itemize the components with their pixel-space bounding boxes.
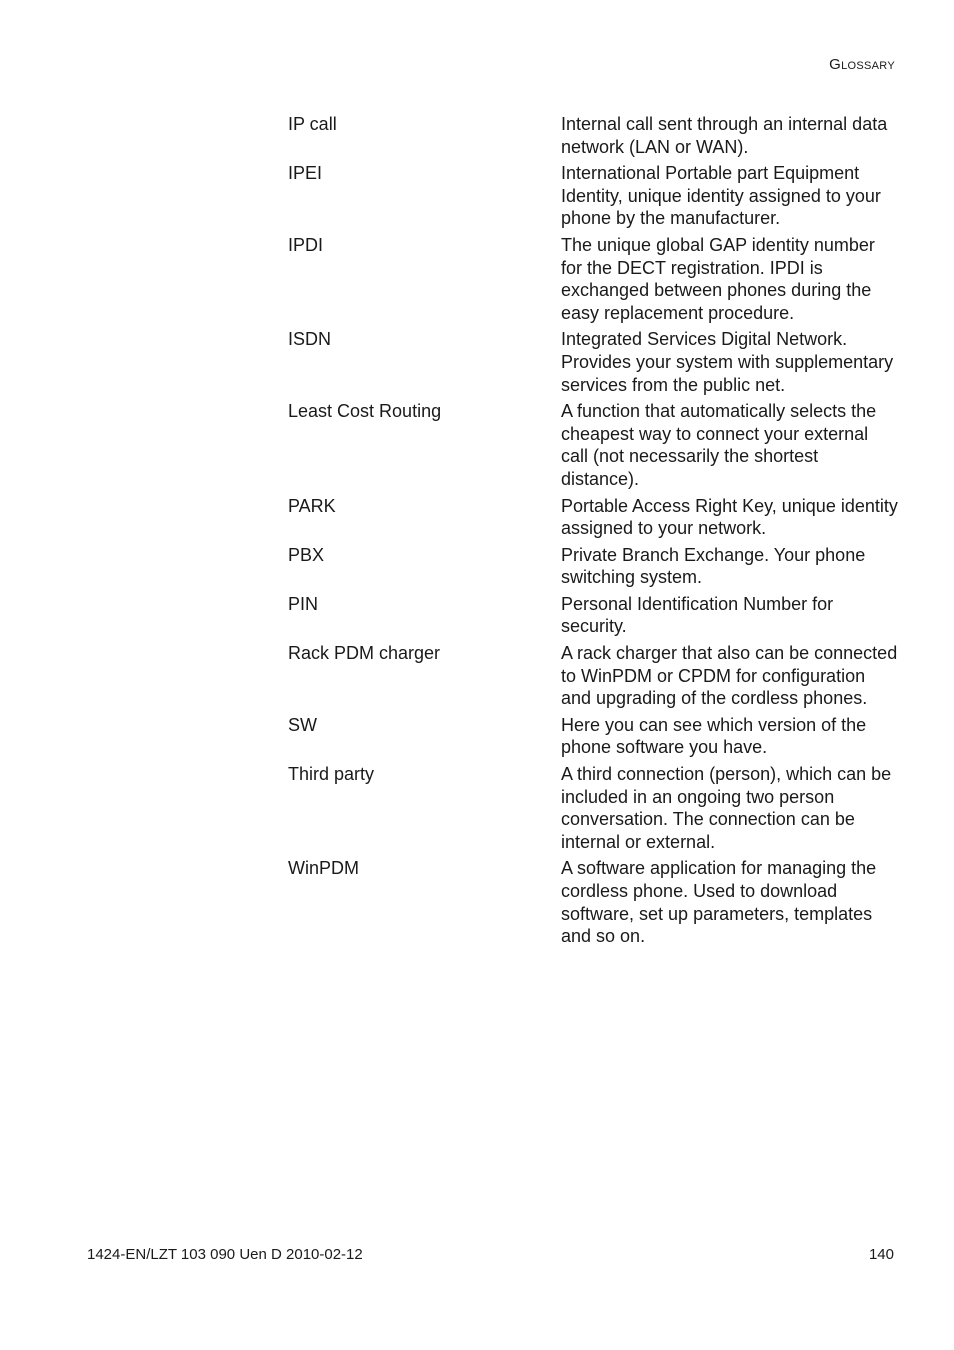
glossary-term: ISDN	[288, 329, 332, 350]
glossary-definition: The unique global GAP identity number for the DECT registration. IPDI is exchanged between phones during the easy replacement procedure.	[561, 234, 875, 323]
glossary-term: Least Cost Routing	[288, 401, 442, 422]
glossary-term: IP call	[288, 114, 337, 134]
glossary-entry	[288, 714, 898, 759]
section-title: Glossary	[829, 56, 895, 73]
glossary-term: Rack PDM charger	[288, 643, 441, 664]
glossary-definition: Integrated Services Digital Network. Provides your system with supplementary services from the public net.	[561, 329, 894, 395]
glossary-definition: A third connection (person), which can be included in an ongoing two person conversation. The connection can be internal or external.	[561, 764, 892, 852]
glossary-entry	[288, 642, 898, 710]
glossary-definition: Internal call sent through an internal data network (LAN or WAN).	[561, 114, 888, 157]
glossary-term: PIN	[288, 593, 319, 614]
glossary-term: Third party	[288, 764, 375, 785]
glossary-term: PARK	[288, 495, 336, 516]
glossary-term: IPDI	[288, 234, 324, 255]
glossary-term: SW	[288, 714, 317, 735]
page-number: 140	[868, 1246, 894, 1263]
glossary-entry	[288, 544, 898, 589]
glossary-entry	[288, 857, 898, 947]
glossary-entry	[288, 328, 898, 396]
glossary-entry	[288, 400, 898, 490]
glossary-entry	[288, 113, 898, 158]
glossary-entry	[288, 593, 898, 638]
glossary-entry	[288, 234, 898, 324]
glossary-definition: A rack charger that also can be connected to WinPDM or CPDM for configuration and upgrading of the cordless phones.	[561, 643, 898, 709]
glossary-definition: Personal Identification Number for security.	[561, 593, 834, 637]
glossary-definition: A software application for managing the cordless phone. Used to download software, set up parameters, templates and so on.	[561, 858, 877, 947]
document-id: 1424-EN/LZT 103 090 Uen D 2010-02-12	[87, 1246, 363, 1263]
glossary-entry	[288, 162, 898, 230]
glossary-definition: Here you can see which version of the phone software you have.	[561, 714, 867, 758]
glossary-list	[288, 113, 898, 952]
glossary-entry	[288, 495, 898, 540]
glossary-definition: Portable Access Right Key, unique identity assigned to your network.	[561, 495, 898, 539]
glossary-term: WinPDM	[288, 858, 359, 879]
glossary-definition: A function that automatically selects the cheapest way to connect your external call (not necessarily the shortest distance).	[561, 401, 877, 489]
glossary-definition: International Portable part Equipment Identity, unique identity assigned to your phone by the manufacturer.	[561, 163, 881, 229]
glossary-term: PBX	[288, 544, 325, 565]
glossary-entry	[288, 763, 898, 853]
glossary-term: IPEI	[288, 163, 323, 184]
glossary-definition: Private Branch Exchange. Your phone switching system.	[561, 544, 866, 588]
